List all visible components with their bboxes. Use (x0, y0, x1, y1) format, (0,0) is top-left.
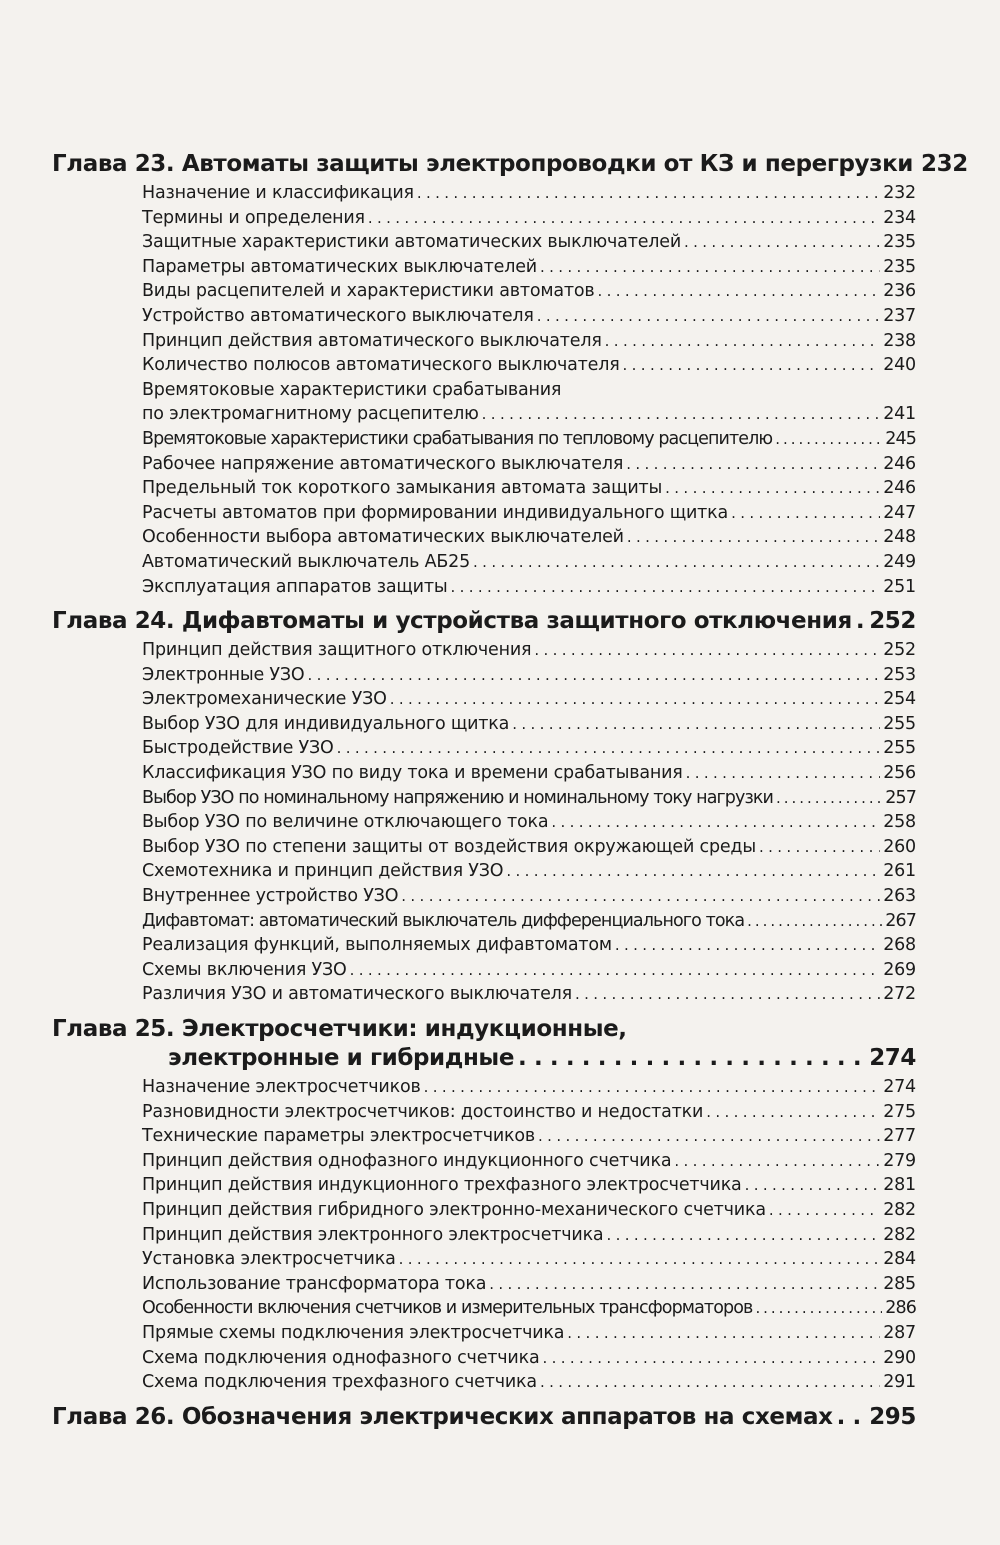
entry-title: Прямые схемы подключения электросчетчика (142, 1322, 565, 1343)
dot-leader (518, 1044, 865, 1073)
entry-title: Принцип действия защитного отключения (142, 640, 532, 661)
entry-page-number: 258 (883, 812, 916, 833)
chapter-page-number: 232 (921, 151, 968, 177)
entry-title: Выбор УЗО для индивидуального щитка (142, 713, 510, 734)
dot-leader (350, 958, 881, 983)
chapter-title: Глава 26. Обозначения электрических аппаратов на схемах (52, 1403, 833, 1430)
toc-entry[interactable] (142, 909, 916, 934)
dot-leader (755, 1296, 882, 1321)
dot-leader (538, 1124, 880, 1149)
entry-page-number: 241 (883, 404, 916, 425)
entry-page-number: 290 (883, 1347, 916, 1368)
chapter-title: Глава 23. Автоматы защиты электропроводки от КЗ и перегрузки (52, 151, 913, 177)
entry-page-number: 245 (885, 428, 916, 449)
entry-title: Выбор УЗО по номинальному напряжению и номинальному току нагрузки (142, 787, 774, 808)
entry-page-number: 235 (883, 232, 916, 253)
toc-entry[interactable] (142, 1173, 916, 1198)
entry-page-number: 253 (883, 664, 916, 685)
toc-entry[interactable] (142, 810, 916, 835)
toc-entry[interactable] (142, 712, 916, 737)
entry-title: Виды расцепителей и характеристики автоматов (142, 281, 595, 302)
entry-page-number: 275 (883, 1101, 916, 1122)
dot-leader (390, 687, 881, 712)
toc-entry[interactable] (142, 1346, 916, 1371)
dot-leader (567, 1321, 880, 1346)
entry-page-number: 274 (883, 1077, 916, 1097)
dot-leader (424, 1075, 881, 1100)
toc-entry[interactable] (142, 550, 916, 575)
dot-leader (706, 1100, 880, 1125)
entry-title: Принцип действия однофазного индукционного счетчика (142, 1150, 672, 1171)
dot-leader (368, 206, 880, 231)
chapter-sections-24 (52, 638, 916, 1007)
entry-page-number: 246 (883, 453, 916, 474)
toc-entry[interactable] (142, 230, 916, 255)
dot-leader (337, 736, 881, 761)
entry-page-number: 240 (883, 355, 916, 376)
entry-title: Схема подключения трехфазного счетчика (142, 1372, 537, 1393)
entry-title: Схемотехника и принцип действия УЗО (142, 861, 504, 882)
toc-entry[interactable] (142, 663, 916, 688)
entry-title: Разновидности электросчетчиков: достоинство и недостатки (142, 1101, 704, 1122)
entry-title: Электромеханические УЗО (142, 689, 387, 710)
entry-title: Установка электросчетчика (142, 1249, 396, 1270)
entry-page-number: 235 (883, 256, 916, 277)
entry-page-number: 285 (883, 1273, 916, 1294)
chapter-title: Глава 24. Дифавтоматы и устройства защитного отключения (52, 608, 852, 635)
entry-title: Времятоковые характеристики срабатывания по тепловому расцепителю (142, 428, 773, 449)
toc-entry[interactable] (142, 884, 916, 909)
chapter-heading-23[interactable] (52, 150, 968, 179)
toc-entry[interactable] (142, 255, 916, 280)
dot-leader (575, 982, 880, 1007)
entry-title: Устройство автоматического выключателя (142, 305, 534, 326)
dot-leader (512, 712, 880, 737)
dot-leader (745, 1173, 881, 1198)
entry-title: Термины и определения (142, 207, 365, 228)
entry-title: Внутреннее устройство УЗО (142, 886, 399, 907)
entry-title: Реализация функций, выполняемых дифавтоматом (142, 935, 612, 956)
toc-entry[interactable] (142, 687, 916, 712)
entry-page-number: 272 (883, 984, 916, 1005)
dot-leader (307, 663, 880, 688)
entry-title: Расчеты автоматов при формировании индивидуального щитка (142, 502, 729, 523)
entry-title: Схема подключения однофазного счетчика (142, 1347, 540, 1368)
dot-leader (506, 859, 880, 884)
entry-title: Схемы включения УЗО (142, 959, 347, 980)
toc-entry[interactable] (142, 786, 916, 811)
toc-entry[interactable] (142, 835, 916, 860)
entry-title: Защитные характеристики автоматических выключателей (142, 232, 681, 253)
toc-entry[interactable] (142, 304, 916, 329)
toc-entry[interactable] (142, 1124, 916, 1149)
entry-page-number: 254 (883, 689, 916, 710)
toc-entry[interactable] (142, 452, 916, 477)
dot-leader (747, 909, 882, 934)
toc-entry[interactable] (142, 206, 916, 231)
dot-leader (598, 279, 881, 304)
entry-title: Выбор УЗО по степени защиты от воздействия окружающей среды (142, 836, 756, 857)
toc-entry[interactable] (142, 1198, 916, 1223)
toc-entry[interactable] (142, 1075, 916, 1100)
chapter-heading-25[interactable] (52, 1015, 916, 1073)
toc-entry[interactable] (142, 329, 916, 354)
toc-entry[interactable] (142, 736, 916, 761)
entry-page-number: 269 (883, 959, 916, 980)
entry-page-number: 251 (883, 576, 916, 597)
entry-page-number: 249 (883, 551, 916, 572)
entry-title: Автоматический выключатель АБ25 (142, 551, 471, 572)
dot-leader (856, 607, 865, 636)
chapter-title-line1: Глава 25. Электросчетчики: индукционные, (52, 1016, 627, 1042)
toc-entry[interactable] (142, 1149, 916, 1174)
entry-page-number: 291 (883, 1372, 916, 1393)
dot-leader (540, 255, 880, 280)
toc-entry[interactable] (142, 575, 916, 600)
table-of-contents (52, 150, 968, 1432)
entry-page-number: 267 (885, 910, 916, 931)
toc-entry[interactable] (142, 1321, 916, 1346)
toc-entry[interactable] (142, 1296, 916, 1321)
entry-title: Выбор УЗО по величине отключающего тока (142, 812, 549, 833)
toc-entry[interactable] (142, 859, 916, 884)
dot-leader (626, 452, 880, 477)
dot-leader (473, 550, 880, 575)
entry-title-line1: Времятоковые характеристики срабатывания (142, 379, 562, 400)
entry-page-number: 247 (883, 502, 916, 523)
entry-page-number: 255 (883, 713, 916, 734)
chapter-sections-23 (52, 181, 916, 599)
dot-leader (623, 353, 881, 378)
entry-title: Использование трансформатора тока (142, 1273, 487, 1294)
entry-title: Дифавтомат: автоматический выключатель дифференциального тока (142, 910, 745, 931)
dot-leader (684, 230, 880, 255)
entry-title: Параметры автоматических выключателей (142, 256, 537, 277)
toc-entry[interactable] (142, 181, 916, 206)
dot-leader (605, 329, 881, 354)
entry-page-number: 238 (883, 330, 916, 351)
entry-page-number: 286 (885, 1298, 916, 1319)
chapter-heading-26[interactable] (52, 1403, 916, 1432)
chapter-title-line2: электронные и гибридные (168, 1045, 515, 1071)
toc-entry[interactable] (142, 1247, 916, 1272)
chapter-page-number: 295 (869, 1403, 916, 1430)
dot-leader (606, 1223, 880, 1248)
dot-leader (627, 525, 880, 550)
chapter-sections-25 (52, 1075, 916, 1395)
dot-leader (401, 884, 880, 909)
dot-leader (450, 575, 880, 600)
entry-page-number: 234 (883, 207, 916, 228)
toc-entry[interactable] (142, 476, 916, 501)
dot-leader (482, 402, 881, 427)
entry-title: Принцип действия автоматического выключателя (142, 330, 602, 351)
entry-title: Количество полюсов автоматического выключателя (142, 355, 620, 376)
chapter-page-number: 274 (869, 1045, 916, 1071)
entry-page-number: 248 (883, 527, 916, 548)
entry-page-number: 256 (883, 763, 916, 784)
dot-leader (837, 1403, 866, 1432)
toc-entry[interactable] (142, 958, 916, 983)
entry-title: Особенности выбора автоматических выключателей (142, 527, 624, 548)
toc-entry[interactable] (142, 525, 916, 550)
dot-leader (534, 638, 880, 663)
toc-entry[interactable] (142, 761, 916, 786)
entry-title: Назначение электросчетчиков (142, 1077, 421, 1097)
toc-entry[interactable] (142, 982, 916, 1007)
dot-leader (615, 933, 880, 958)
entry-page-number: 237 (883, 305, 916, 326)
entry-title: Принцип действия электронного электросчетчика (142, 1224, 604, 1245)
toc-entry[interactable] (142, 378, 916, 427)
entry-page-number: 282 (883, 1224, 916, 1245)
entry-page-number: 268 (883, 935, 916, 956)
entry-page-number: 236 (883, 281, 916, 302)
toc-entry[interactable] (142, 1272, 916, 1297)
entry-page-number: 260 (883, 836, 916, 857)
entry-title: Различия УЗО и автоматического выключателя (142, 984, 572, 1005)
dot-leader (731, 501, 880, 526)
entry-page-number: 284 (883, 1249, 916, 1270)
entry-title: Технические параметры электросчетчиков (142, 1126, 536, 1147)
toc-entry[interactable] (142, 1370, 916, 1395)
entry-page-number: 279 (883, 1150, 916, 1171)
dot-leader (775, 427, 882, 452)
toc-entry[interactable] (142, 1223, 916, 1248)
dot-leader (537, 304, 880, 329)
entry-title: Быстродействие УЗО (142, 738, 334, 759)
dot-leader (686, 761, 881, 786)
entry-page-number: 261 (883, 861, 916, 882)
toc-entry[interactable] (142, 638, 916, 663)
entry-title: Назначение и классификация (142, 183, 414, 203)
dot-leader (769, 1198, 880, 1223)
chapter-heading-24[interactable] (52, 607, 916, 636)
dot-leader (674, 1149, 880, 1174)
entry-title: Принцип действия индукционного трехфазного электросчетчика (142, 1175, 742, 1196)
toc-entry[interactable] (142, 1100, 916, 1125)
entry-title-line2: по электромагнитному расцепителю (142, 404, 479, 425)
entry-title: Классификация УЗО по виду тока и времени срабатывания (142, 763, 683, 784)
chapter-page-number: 252 (869, 608, 916, 635)
entry-page-number: 252 (883, 640, 916, 661)
dot-leader (542, 1346, 880, 1371)
entry-title: Электронные УЗО (142, 664, 305, 685)
dot-leader (417, 181, 880, 206)
dot-leader (399, 1247, 881, 1272)
entry-page-number: 246 (883, 478, 916, 499)
entry-page-number: 287 (883, 1322, 916, 1343)
dot-leader (540, 1370, 880, 1395)
entry-page-number: 255 (883, 738, 916, 759)
entry-page-number: 263 (883, 886, 916, 907)
toc-entry[interactable] (142, 933, 916, 958)
entry-page-number: 282 (883, 1199, 916, 1220)
dot-leader (665, 476, 880, 501)
entry-title: Особенности включения счетчиков и измерительных трансформаторов (142, 1298, 753, 1319)
entry-title: Эксплуатация аппаратов защиты (142, 576, 448, 597)
toc-entry[interactable] (142, 427, 916, 452)
entry-title: Принцип действия гибридного электронно-механического счетчика (142, 1199, 766, 1220)
toc-entry[interactable] (142, 279, 916, 304)
entry-title: Предельный ток короткого замыкания автомата защиты (142, 478, 663, 499)
dot-leader (776, 786, 882, 811)
toc-entry[interactable] (142, 501, 916, 526)
entry-title: Рабочее напряжение автоматического выключателя (142, 453, 624, 474)
dot-leader (489, 1272, 880, 1297)
entry-page-number: 277 (883, 1126, 916, 1147)
entry-page-number: 281 (883, 1175, 916, 1196)
entry-page-number: 257 (885, 787, 916, 808)
toc-entry[interactable] (142, 353, 916, 378)
dot-leader (551, 810, 880, 835)
entry-page-number: 232 (883, 183, 916, 203)
dot-leader (759, 835, 880, 860)
